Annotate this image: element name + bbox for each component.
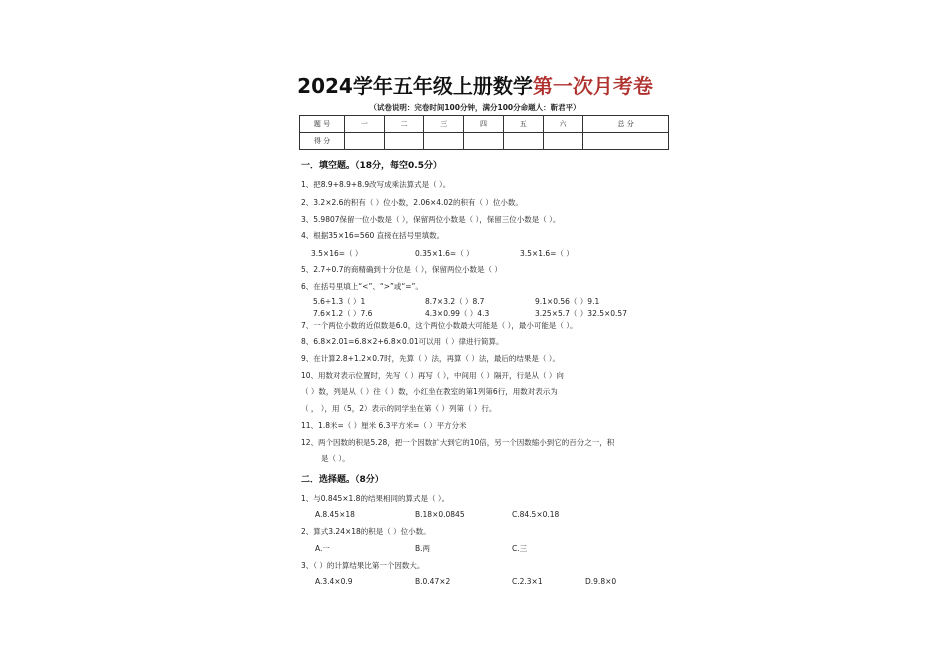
score-table-score-row bbox=[300, 133, 669, 150]
choice-option: B.18×0.0845 bbox=[415, 510, 465, 519]
choice-option: C.2.3×1 bbox=[512, 577, 543, 586]
choice-option: B.0.47×2 bbox=[415, 577, 451, 586]
score-blank-cell[interactable] bbox=[464, 133, 504, 150]
question-6-item: 4.3×0.99（ ）4.3 bbox=[425, 309, 490, 318]
score-table-cell: 五 bbox=[503, 116, 543, 133]
question-6-item: 3.25×5.7（ ）32.5×0.57 bbox=[535, 309, 627, 318]
exam-paper bbox=[275, 40, 675, 640]
question-11: 11、1.8米=（ ）厘米 6.3平方米=（ ）平方分米 bbox=[301, 421, 467, 430]
question-7: 7、一个两位小数的近似数是6.0，这个两位小数最大可能是（ ），最小可能是（ ）。 bbox=[301, 321, 578, 330]
score-blank-cell[interactable] bbox=[583, 133, 669, 150]
score-blank-cell[interactable] bbox=[384, 133, 424, 150]
choice-question-3: 3、（ ）的计算结果比第一个因数大。 bbox=[301, 561, 425, 570]
score-table-cell: 题 号 bbox=[300, 116, 345, 133]
score-blank-cell[interactable] bbox=[543, 133, 583, 150]
choice-option: A.一 bbox=[315, 544, 330, 553]
score-table-cell: 六 bbox=[543, 116, 583, 133]
choice-option: C.84.5×0.18 bbox=[512, 510, 560, 519]
question-10-line2: （ ）数，列是从（ ）往（ ）数，小红坐在教室的第1列第6行，用数对表示为 bbox=[301, 387, 558, 396]
score-table-cell: 四 bbox=[464, 116, 504, 133]
score-table-cell: 一 bbox=[345, 116, 385, 133]
choice-option: A.8.45×18 bbox=[315, 510, 355, 519]
question-9: 9、在计算2.8+1.2×0.7时，先算（ ）法，再算（ ）法，最后的结果是（ ）。 bbox=[301, 354, 561, 363]
title-main: 2024学年五年级上册数学 bbox=[297, 74, 533, 98]
score-blank-cell[interactable] bbox=[345, 133, 385, 150]
title-highlight: 第一次月考卷 bbox=[532, 74, 653, 98]
question-6-item: 8.7×3.2（ ）8.7 bbox=[425, 297, 485, 306]
choice-question-1: 1、与0.845×1.8的结果相同的算式是（ ）。 bbox=[301, 494, 450, 503]
question-4-item: 3.5×16=（ ） bbox=[311, 249, 363, 258]
question-6-item: 5.6÷1.3（ ）1 bbox=[313, 297, 366, 306]
choice-option: D.9.8×0 bbox=[585, 577, 617, 586]
question-12-line1: 12、两个因数的积是5.28，把一个因数扩大到它的10倍，另一个因数缩小到它的百分之一，积 bbox=[301, 438, 615, 447]
section1-heading: 一．填空题。（18分，每空0.5分） bbox=[301, 161, 442, 171]
choice-option: A.3.4×0.9 bbox=[315, 577, 353, 586]
choice-option: C.三 bbox=[512, 544, 528, 553]
score-blank-cell[interactable] bbox=[503, 133, 543, 150]
score-blank-cell[interactable] bbox=[424, 133, 464, 150]
question-4-item: 3.5×1.6=（ ） bbox=[520, 249, 574, 258]
question-12-line2: 是（ ）。 bbox=[321, 454, 350, 463]
score-table-cell: 总 分 bbox=[583, 116, 669, 133]
score-table-cell: 三 bbox=[424, 116, 464, 133]
choice-option: B.两 bbox=[415, 544, 431, 553]
score-table-cell: 二 bbox=[384, 116, 424, 133]
question-1: 1、把8.9+8.9+8.9改写成乘法算式是（ ）。 bbox=[301, 180, 451, 189]
question-10-line1: 10、用数对表示位置时，先写（ ）再写（ ），中间用（ ）隔开，行是从（ ）向 bbox=[301, 371, 564, 380]
question-5: 5、2.7÷0.7的商精确到十分位是（ ），保留两位小数是（ ） bbox=[301, 265, 502, 274]
question-2: 2、3.2×2.6的积有（ ）位小数，2.06×4.02的积有（ ）位小数。 bbox=[301, 198, 523, 207]
question-4-item: 0.35×1.6=（ ） bbox=[415, 249, 474, 258]
question-8: 8、6.8×2.01=6.8×2+6.8×0.01可以用（ ）律进行简算。 bbox=[301, 337, 504, 346]
question-6: 6、在括号里填上“<”、“>”或“=”。 bbox=[301, 282, 423, 291]
section2-heading: 二．选择题。（8分） bbox=[301, 475, 384, 485]
score-table bbox=[299, 115, 669, 150]
score-table-header-row bbox=[300, 116, 669, 133]
score-row-label: 得 分 bbox=[300, 133, 345, 150]
question-6-item: 7.6×1.2（ ）7.6 bbox=[313, 309, 373, 318]
question-6-item: 9.1×0.56（ ）9.1 bbox=[535, 297, 600, 306]
question-4: 4、根据35×16=560 直接在括号里填数。 bbox=[301, 231, 445, 240]
question-10-line3: （ ， ），用（5，2）表示的同学坐在第（ ）列第（ ）行。 bbox=[301, 404, 497, 413]
exam-note: （试卷说明：完卷时间100分钟，满分100分命题人：靳君平） bbox=[369, 103, 581, 112]
choice-question-2: 2、算式3.24×18的积是（ ）位小数。 bbox=[301, 527, 431, 536]
question-3: 3、5.9807保留一位小数是（ ），保留两位小数是（ ），保留三位小数是（ ）。 bbox=[301, 215, 561, 224]
exam-title bbox=[275, 70, 675, 99]
